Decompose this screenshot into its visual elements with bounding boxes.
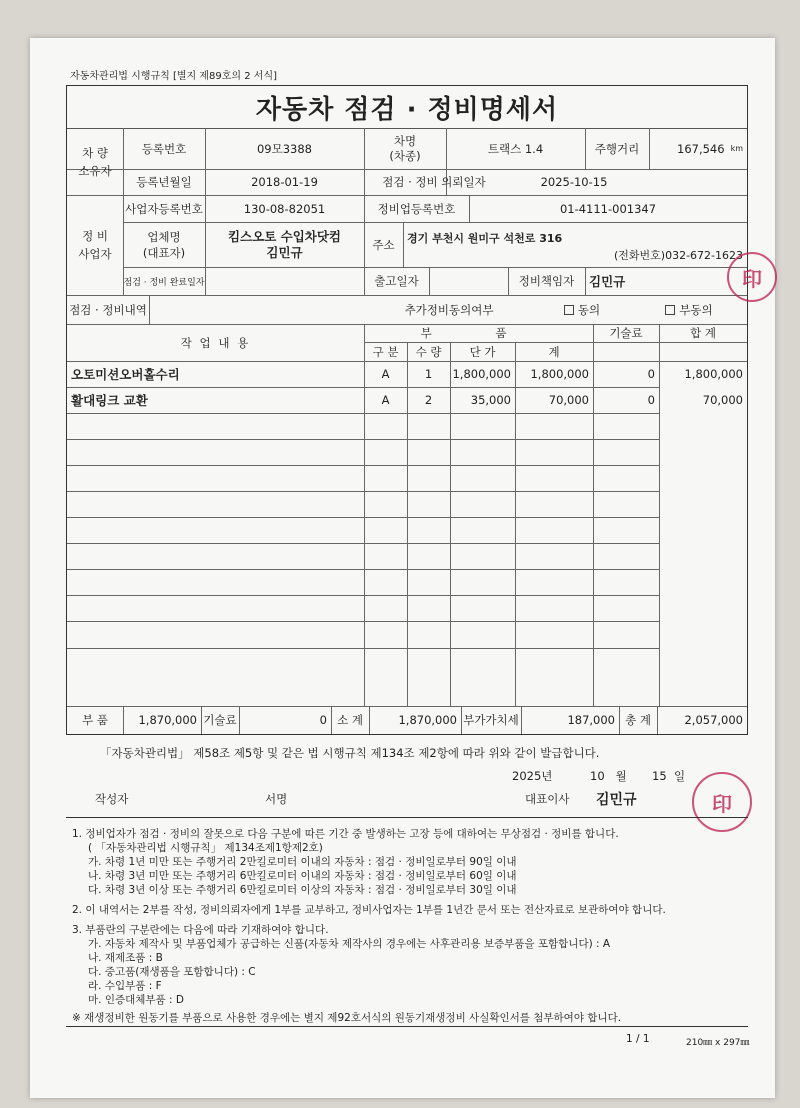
- reg-no-label: 등록번호: [141, 141, 187, 156]
- subtotal-value: 1,870,000: [398, 713, 457, 727]
- date-year: 2025년: [512, 769, 553, 783]
- date-day: 15 일: [652, 769, 686, 783]
- address-label: 주소: [372, 237, 395, 252]
- note-3c: 다. 중고품(재생품을 포함합니다) : C: [88, 966, 256, 978]
- owner-section-label: 차 량 소유자: [78, 145, 112, 178]
- manager-label: 정비책임자: [518, 274, 575, 288]
- row2-unit-price: 35,000: [470, 393, 511, 407]
- row1-unit-price: 1,800,000: [452, 367, 511, 381]
- row2-amount: 70,000: [548, 393, 589, 407]
- row2-type: A: [381, 393, 390, 407]
- row1-type: A: [381, 367, 390, 381]
- row1-total: 1,800,000: [684, 367, 743, 381]
- note-3b: 나. 재제조품 : B: [88, 952, 163, 964]
- address-value: 경기 부천시 원미구 석천로 316: [407, 232, 563, 245]
- row2-qty: 2: [424, 393, 433, 407]
- row1-amount: 1,800,000: [530, 367, 589, 381]
- sign-label: 서명: [265, 792, 288, 806]
- amount-header: 계: [548, 344, 560, 359]
- unit-price-header: 단 가: [469, 344, 496, 359]
- grand-total-value: 2,057,000: [684, 713, 743, 727]
- note-3: 3. 부품란의 구분란에는 다음에 따라 기재하여야 합니다.: [72, 924, 329, 936]
- reg-date-label: 등록년월일: [136, 175, 192, 189]
- note-1a: 가. 차령 1년 미만 또는 주행거리 2만킬로미터 이내의 자동차 : 점검 · 정비일로부터 90일 이내: [88, 856, 517, 868]
- consent-agree[interactable]: 동의: [547, 295, 617, 324]
- page-number: 1 / 1: [626, 1033, 650, 1045]
- note-1: 1. 정비업자가 점검 · 정비의 잘못으로 다음 구분에 따른 기간 중 발생하는 고장 등에 대하여는 무상점검 · 정비를 합니다.: [72, 828, 619, 840]
- notes-box: [66, 817, 748, 1027]
- type-header: 구 분: [372, 344, 399, 359]
- work-header: 작 업 내 용: [180, 335, 251, 350]
- parts-header: 부 품: [420, 326, 537, 340]
- reg-no-value: 09모3388: [256, 141, 312, 156]
- manager-value: 김민규: [589, 274, 626, 289]
- ceo-label: 대표이사: [525, 792, 570, 806]
- note-1c: 다. 차령 3년 이상 또는 주행거리 6만킬로미터 이상의 자동차 : 점검 · 정비일로부터 30일 이내: [88, 884, 517, 896]
- car-name-value: 트랙스 1.4: [487, 141, 544, 156]
- shop-reg-value: 01-4111-001347: [559, 201, 657, 216]
- company-label: 업체명 (대표자): [142, 229, 186, 260]
- consent-label: 추가정비동의여부: [404, 302, 494, 317]
- row1-qty: 1: [424, 367, 433, 381]
- mileage-value: 167,546 km: [677, 141, 743, 156]
- car-name-label: 차명 (차종): [389, 133, 421, 163]
- row1-labor: 0: [647, 367, 655, 381]
- complete-date-label: 점검 · 정비 완료일자: [123, 277, 205, 288]
- note-3e: 마. 인증대체부품 : D: [88, 994, 184, 1006]
- shop-section-label: 정 비 사업자: [78, 229, 112, 261]
- row2-labor: 0: [647, 393, 655, 407]
- consent-disagree[interactable]: 부동의: [649, 295, 729, 324]
- labor-total-label: 기술료: [203, 713, 237, 727]
- row1-work: 오토미션오버홀수리: [71, 367, 180, 382]
- disagree-checkbox[interactable]: [665, 305, 675, 315]
- grand-total-label: 총 계: [625, 713, 651, 727]
- request-date-label: 점검 · 정비 의뢰일자: [382, 175, 486, 189]
- request-date-value: 2025-10-15: [540, 175, 608, 189]
- ceo-seal-stamp: 印: [692, 772, 752, 832]
- note-3a: 가. 자동차 제작사 및 부품업체가 공급하는 신품(자동차 제작사의 경우에는 사후관리용 보증부품을 포함합니다) : A: [88, 938, 611, 950]
- maintenance-statement-form: [66, 85, 748, 735]
- labor-header: 기술료: [609, 326, 643, 340]
- row2-work: 활대링크 교환: [71, 393, 148, 408]
- date-month: 10 월: [590, 769, 627, 783]
- biz-no-label: 사업자등록번호: [125, 201, 203, 216]
- shop-reg-label: 정비업등록번호: [377, 201, 456, 216]
- note-3d: 라. 수입부품 : F: [88, 980, 162, 992]
- mileage-label: 주행거리: [594, 141, 640, 156]
- parts-total-value: 1,870,000: [138, 713, 197, 727]
- qty-header: 수 량: [415, 344, 442, 359]
- agree-checkbox[interactable]: [564, 305, 574, 315]
- biz-no-value: 130-08-82051: [243, 201, 326, 216]
- vat-value: 187,000: [567, 713, 615, 727]
- declaration-text: 「자동차관리법」 제58조 제5항 및 같은 법 시행규칙 제134조 제2항에 따라 위와 같이 발급합니다.: [100, 746, 600, 760]
- company-seal-stamp: 印: [727, 252, 777, 302]
- note-2: 2. 이 내역서는 2부를 작성, 정비의뢰자에게 1부를 교부하고, 정비사업자는 1부를 1년간 문서 또는 전산자료로 보관하여야 합니다.: [72, 904, 666, 916]
- form-reference: 자동차관리법 시행규칙 [별지 제89호의 2 서식]: [70, 71, 278, 82]
- paper-size: 210㎜ x 297㎜: [686, 1038, 750, 1048]
- labor-total-value: 0: [319, 713, 327, 727]
- parts-total-label: 부 품: [82, 713, 108, 727]
- ceo-name: 김민규: [596, 792, 637, 808]
- release-date-label: 출고일자: [374, 274, 419, 288]
- details-label: 점검 · 정비내역: [69, 302, 147, 317]
- note-1-ref: ( 「자동차관리법 시행규칙」 제134조제1항제2호): [88, 842, 323, 854]
- vat-label: 부가가치세: [463, 713, 519, 727]
- reg-date-value: 2018-01-19: [251, 175, 318, 189]
- subtotal-label: 소 계: [337, 713, 363, 727]
- note-1b: 나. 차령 3년 미만 또는 주행거리 6만킬로미터 이내의 자동차 : 점검 · 정비일로부터 60일 이내: [88, 870, 517, 882]
- page-title: 자동차 점검 · 정비명세서: [67, 86, 747, 129]
- phone-value: (전화번호)032-672-1623: [613, 249, 743, 262]
- company-value: 킴스오토 수입차닷컴 김민규: [227, 228, 342, 260]
- note-footnote: ※ 재생정비한 원동기를 부품으로 사용한 경우에는 별지 제92호서식의 원동기재생정비 사실확인서를 첨부하여야 합니다.: [72, 1012, 622, 1024]
- writer-label: 작성자: [95, 792, 129, 806]
- row2-total: 70,000: [702, 393, 743, 407]
- total-header: 합 계: [690, 326, 716, 340]
